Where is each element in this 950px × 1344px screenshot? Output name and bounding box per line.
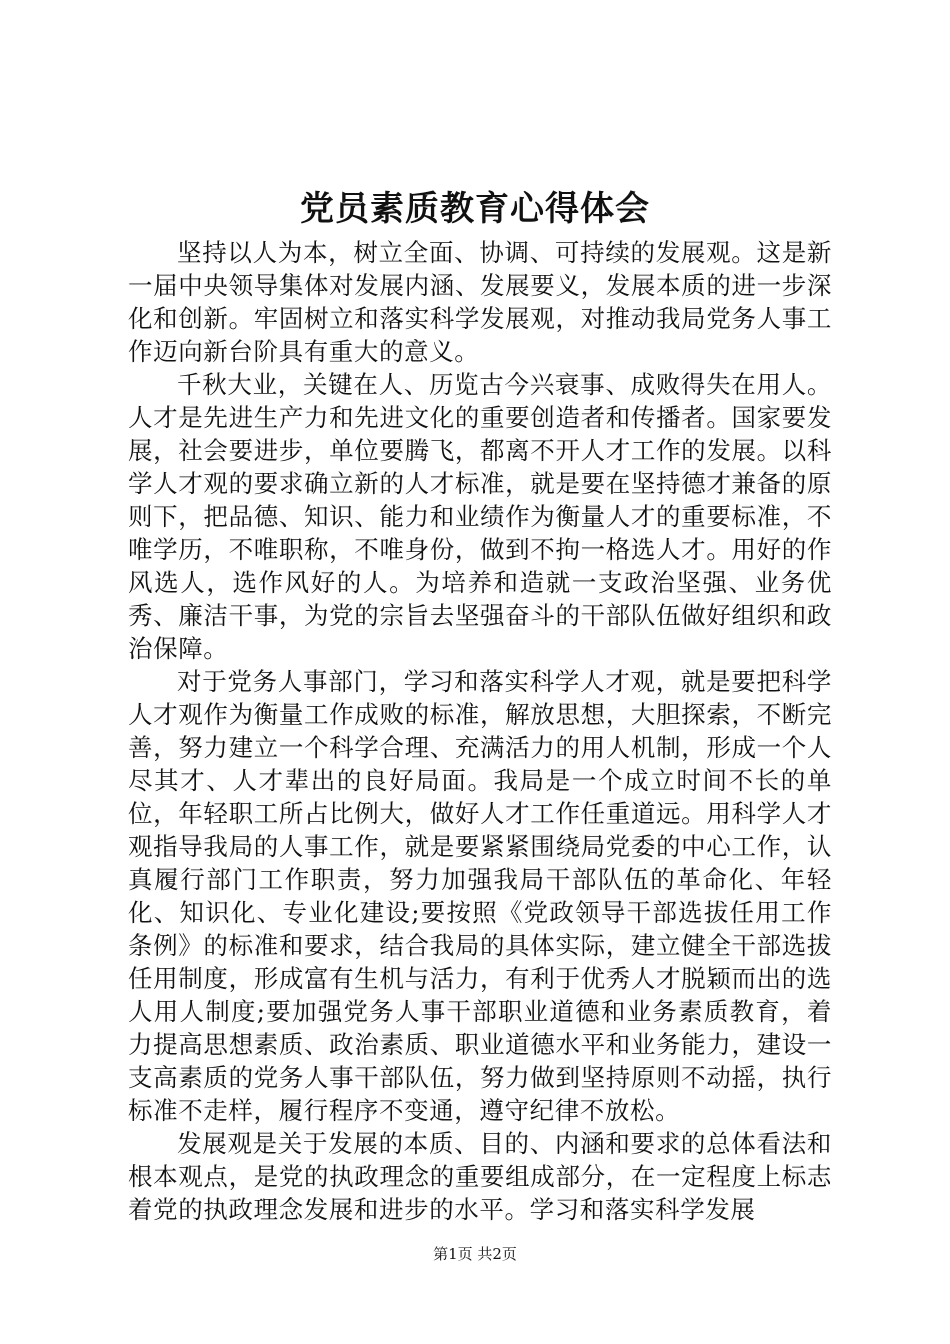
paragraph-3: 对于党务人事部门，学习和落实科学人才观，就是要把科学人才观作为衡量工作成败的标准，解放思想，大胆探索，不断完善，努力建立一个科学合理、充满活力的用人机制，形成一个人尽其才、人才辈出的良好局面。我局是一个成立时间不长的单位，年轻职工所占比例大，做好人才工作任重道远。用科学人才观指导我局的人事工作，就是要紧紧围绕局党委的中心工作，认真履行部门工作职责，努力加强我局干部队伍的革命化、年轻化、知识化、专业化建设;要按照《党政领导干部选拔任用工作条例》的标准和要求，结合我局的具体实际，建立健全干部选拔任用制度，形成富有生机与活力，有利于优秀人才脱颖而出的选人用人制度;要加强党务人事干部职业道德和业务素质教育，着力提高思想素质、政治素质、职业道德水平和业务能力，建设一支高素质的党务人事干部队伍，努力做到坚持原则不动摇，执行标准不走样，履行程序不变通，遵守纪律不放松。 xyxy=(128,667,832,1125)
document-body xyxy=(128,236,832,1226)
paragraph-1: 坚持以人为本，树立全面、协调、可持续的发展观。这是新一届中央领导集体对发展内涵、发展要义，发展本质的进一步深化和创新。牢固树立和落实科学发展观，对推动我局党务人事工作迈向新台阶具有重大的意义。 xyxy=(128,238,832,366)
paragraph-4: 发展观是关于发展的本质、目的、内涵和要求的总体看法和根本观点，是党的执政理念的重要组成部分，在一定程度上标志着党的执政理念发展和进步的水平。学习和落实科学发展 xyxy=(128,1129,832,1224)
paragraph-2: 千秋大业，关键在人、历览古今兴衰事、成败得失在用人。人才是先进生产力和先进文化的重要创造者和传播者。国家要发展，社会要进步，单位要腾飞，都离不开人才工作的发展。以科学人才观的要求确立新的人才标准，就是要在坚持德才兼备的原则下，把品德、知识、能力和业绩作为衡量人才的重要标准，不唯学历，不唯职称，不唯身份，做到不拘一格选人才。用好的作风选人，选作风好的人。为培养和造就一支政治坚强、业务优秀、廉洁干事，为党的宗旨去坚强奋斗的干部队伍做好组织和政治保障。 xyxy=(128,370,832,663)
document-title: 党员素质教育心得体会 xyxy=(300,189,650,229)
page-footer: 第1页 共2页 xyxy=(433,1245,517,1263)
